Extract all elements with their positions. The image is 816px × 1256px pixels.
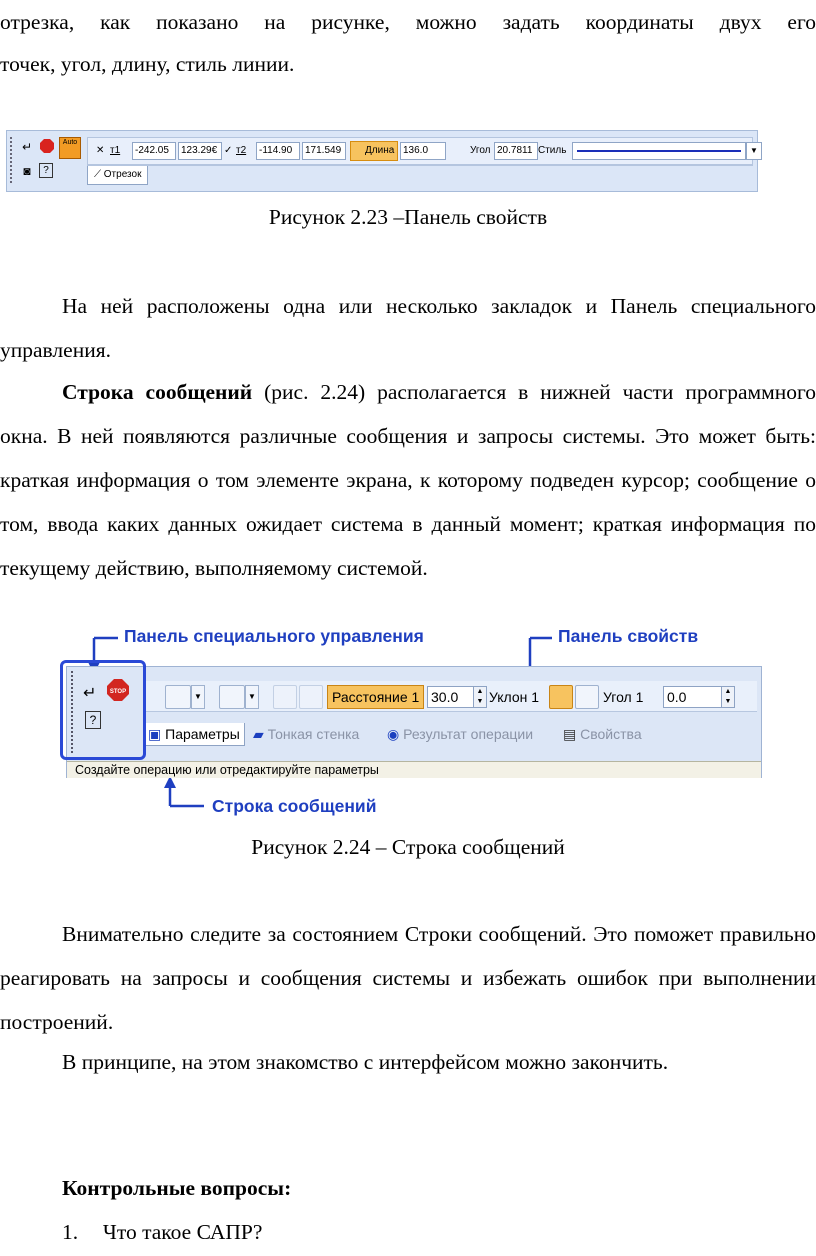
- auto-label: Auto: [62, 139, 78, 146]
- t2-check-icon[interactable]: ✓: [224, 145, 233, 156]
- angle-field[interactable]: 20.7811: [494, 142, 538, 160]
- distance-label[interactable]: Расстояние 1: [327, 685, 424, 709]
- slope-direction-icon[interactable]: [549, 685, 573, 709]
- paragraph-line: отрезка, как показано на рисунке, можно задать координаты двух его: [0, 10, 816, 34]
- slope-outward-icon[interactable]: [575, 685, 599, 709]
- figure-message-line: [0, 620, 816, 820]
- list-item-text: Что такое САПР?: [102, 1220, 263, 1244]
- line-style-preview: [577, 150, 741, 152]
- properties-row: [87, 137, 758, 165]
- t1-y-field[interactable]: 123.29€: [178, 142, 222, 160]
- callout-message-line: Строка сообщений: [212, 796, 377, 816]
- parameters-icon: ▣: [148, 726, 162, 742]
- tab-operation-result[interactable]: [383, 723, 537, 745]
- t2-y-field[interactable]: 171.549: [302, 142, 346, 160]
- t2-x-field[interactable]: -114.90: [256, 142, 300, 160]
- chevron-down-icon[interactable]: ▼: [245, 685, 259, 709]
- tab-operation-result-label: Результат операции: [403, 726, 534, 742]
- direction-icon[interactable]: [219, 685, 245, 709]
- tab-properties-label: Свойства: [580, 726, 642, 742]
- paragraph-line: точек, угол, длину, стиль линии.: [0, 52, 295, 76]
- callout-properties-panel: Панель свойств: [558, 626, 699, 646]
- paragraph: [0, 370, 816, 590]
- auto-button[interactable]: [59, 137, 81, 159]
- disabled-tool-icon: [273, 685, 297, 709]
- term-bold: Строка сообщений: [62, 380, 253, 404]
- stop-icon[interactable]: [39, 139, 55, 155]
- tab-segment-label: Отрезок: [103, 169, 142, 180]
- figure-properties-panel: [6, 130, 758, 192]
- stepper-icon[interactable]: ▲ ▼: [473, 686, 487, 708]
- special-control-panel-highlight: [60, 660, 146, 760]
- figure-caption: Рисунок 2.23 –Панель свойств: [268, 205, 548, 229]
- stop-label: STOP: [109, 689, 127, 695]
- paragraph: Внимательно следите за состоянием Строки сообщений. Это поможет правильно реагировать на запросы и сообщения системы и избежать ошибок при выполнении построений.: [0, 922, 816, 1034]
- tab-thin-wall[interactable]: [249, 723, 363, 745]
- figure-caption: Рисунок 2.24 – Строка сообщений: [251, 835, 565, 859]
- stepper-icon[interactable]: ▲ ▼: [721, 686, 735, 708]
- segment-icon: ⟋: [94, 169, 101, 180]
- toolbar-grip[interactable]: [10, 137, 12, 183]
- slope-label: Уклон 1: [489, 689, 540, 705]
- operation-result-icon: ◉: [387, 726, 400, 742]
- help-icon[interactable]: ?: [39, 163, 53, 178]
- tab-strip: [87, 165, 753, 186]
- tab-segment[interactable]: [87, 166, 148, 185]
- paragraph: На ней расположены одна или несколько закладок и Панель специального управления.: [0, 294, 816, 362]
- paragraph: В принципе, на этом знакомство с интерфейсом можно закончить.: [62, 1050, 669, 1074]
- properties-icon: ▤: [563, 726, 577, 742]
- length-label[interactable]: Длина: [350, 141, 398, 161]
- length-field[interactable]: 136.0: [400, 142, 446, 160]
- sketch-plane-icon[interactable]: [165, 685, 191, 709]
- app-panel: [66, 666, 762, 778]
- t2-label: т2: [236, 145, 247, 156]
- tab-strip: [143, 723, 757, 747]
- paragraph-text: (рис. 2.24) располагается в нижней части программного окна. В ней появляются различные сообщения и запросы системы. Это может быть: краткая информация о том элементе экрана, к которому подведен курсор; сообщение о том, ввода каких данных ожидает система в данный момент; краткая информация по текущему действию, выполняемому системой.: [0, 380, 816, 580]
- tab-thin-wall-label: Тонкая стенка: [267, 726, 360, 742]
- help-icon[interactable]: ?: [85, 711, 101, 729]
- angle-field[interactable]: 0.0: [663, 686, 722, 708]
- enter-icon[interactable]: ↵: [21, 140, 33, 154]
- message-line: Создайте операцию или отредактируйте параметры: [67, 761, 761, 778]
- angle-label: Угол: [470, 145, 491, 156]
- t1-x-field[interactable]: -242.05: [132, 142, 176, 160]
- style-label: Стиль: [538, 145, 567, 156]
- tab-parameters-label: Параметры: [165, 726, 240, 742]
- list-number: 1.: [62, 1220, 79, 1244]
- tab-properties[interactable]: [559, 723, 646, 745]
- callout-special-panel: Панель специального управления: [124, 626, 424, 646]
- chevron-down-icon[interactable]: ▼: [746, 142, 762, 160]
- t1-cross-icon[interactable]: ✕: [96, 145, 105, 156]
- section-heading: Контрольные вопросы:: [62, 1176, 292, 1200]
- style-select[interactable]: [572, 142, 746, 160]
- chevron-down-icon[interactable]: ▼: [191, 685, 205, 709]
- disabled-tool-icon: [299, 685, 323, 709]
- list-item: [62, 1210, 762, 1254]
- camera-icon[interactable]: ◙: [23, 164, 31, 178]
- angle-label: Угол 1: [603, 689, 644, 705]
- properties-row: [143, 681, 757, 712]
- enter-icon[interactable]: ↵: [83, 685, 97, 702]
- tab-parameters[interactable]: [143, 723, 245, 746]
- thin-wall-icon: ▰: [253, 726, 264, 742]
- distance-field[interactable]: 30.0: [427, 686, 474, 708]
- t1-label: т1: [110, 145, 121, 156]
